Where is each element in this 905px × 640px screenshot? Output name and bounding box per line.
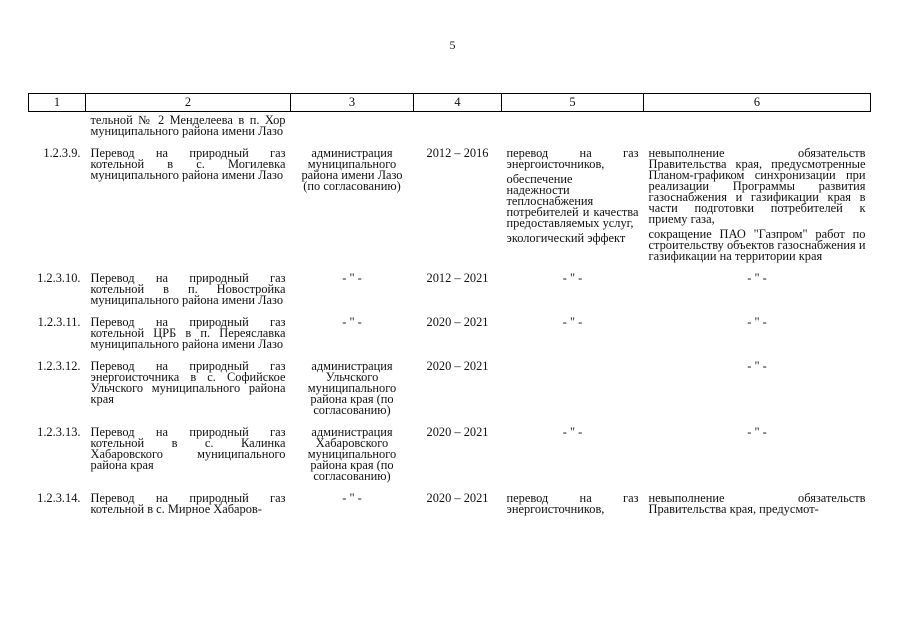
measure-name: Перевод на природный газ котельной в с. Могилевка муниципального района имени Лазо: [90, 146, 286, 182]
header-col-1: 1: [29, 94, 86, 112]
program-measures-table: [28, 93, 871, 526]
page-number: 5: [449, 38, 456, 52]
table-row: [29, 427, 871, 493]
measure-risks: [644, 148, 871, 273]
table-body: [29, 112, 871, 527]
measure-risks: [644, 273, 871, 317]
measure-term: 2020 – 2021: [426, 425, 489, 439]
measure-term: 2020 – 2021: [426, 491, 489, 505]
measure-term: [414, 112, 502, 149]
result-item: перевод на газ энергоисточников,: [506, 146, 639, 171]
result-item: перевод на газ энергоисточников,: [506, 491, 639, 516]
measure-risks: [644, 317, 871, 361]
measure-executor: администрация Хабаровского муниципального района края (по согласованию): [307, 425, 397, 483]
measure-name: тельной № 2 Менделеева в п. Хор муниципального района имени Лазо: [90, 113, 286, 138]
measure-risks: [644, 427, 871, 493]
measure-risks: [644, 493, 871, 526]
table-row: [29, 112, 871, 149]
measure-term: 2020 – 2021: [426, 315, 489, 329]
table-row: [29, 148, 871, 273]
risk-item: - " -: [747, 271, 767, 285]
table-row: [29, 273, 871, 317]
result-item: экологический эффект: [506, 231, 626, 245]
table-row: [29, 317, 871, 361]
measure-results: [502, 317, 644, 361]
result-item: - " -: [562, 315, 583, 329]
measure-results: [502, 361, 644, 427]
result-item: - " -: [562, 425, 583, 439]
measure-number: 1.2.3.13.: [37, 425, 81, 439]
measure-name: Перевод на природный газ котельной в с. Мирное Хабаров-: [90, 491, 286, 516]
measure-results: [502, 493, 644, 526]
measure-name: Перевод на природный газ энергоисточника в с. Софийское Ульчского муниципального района края: [90, 359, 286, 406]
measure-executor: - " -: [342, 315, 362, 329]
table-row: [29, 493, 871, 526]
risk-item: невыполнение обязательств Правительства края, предусмотренные Планом-графиком синхронизации при реализации Программы развития газоснабжения и газификации края в части подготовки потребителей к приему газа,: [648, 146, 866, 226]
risk-item: сокращение ПАО "Газпром" работ по строительству объектов газоснабжения и газификации на территории края: [648, 227, 866, 263]
measure-number: 1.2.3.10.: [37, 271, 81, 285]
measure-results: [502, 112, 644, 149]
header-col-6: 6: [644, 94, 871, 112]
table-row: [29, 361, 871, 427]
risk-item: невыполнение обязательств Правительства края, предусмот-: [648, 491, 866, 516]
risk-item: - " -: [747, 315, 767, 329]
risk-item: - " -: [747, 425, 767, 439]
measure-executor: администрация Ульчского муниципального района края (по согласованию): [307, 359, 397, 417]
measure-risks: [644, 361, 871, 427]
measure-name: Перевод на природный газ котельной в п. Новостройка муниципального района имени Лазо: [90, 271, 286, 307]
measure-name: Перевод на природный газ котельной ЦРБ в п. Переяславка муниципального района имени Лазо: [90, 315, 286, 351]
measure-term: 2012 – 2021: [426, 271, 489, 285]
measure-executor: [291, 112, 414, 149]
measure-executor: администрация муниципального района имени Лазо (по согласованию): [301, 146, 403, 193]
measure-name: Перевод на природный газ котельной в с. Калинка Хабаровского муниципального района края: [90, 425, 286, 472]
measure-term: 2020 – 2021: [426, 359, 489, 373]
measure-results: [502, 427, 644, 493]
measure-number: 1.2.3.12.: [37, 359, 81, 373]
header-col-4: 4: [414, 94, 502, 112]
risk-item: - " -: [747, 359, 767, 373]
measure-results: [502, 148, 644, 273]
header-col-5: 5: [502, 94, 644, 112]
header-col-2: 2: [86, 94, 291, 112]
result-item: - " -: [562, 271, 583, 285]
result-item: обеспечение надежности теплоснабжения потребителей и качества предоставляемых услуг,: [506, 172, 639, 230]
measure-term: 2012 – 2016: [426, 146, 489, 160]
measure-risks: [644, 112, 871, 149]
measure-number: 1.2.3.9.: [43, 146, 81, 160]
measure-number: [29, 112, 86, 149]
measure-results: [502, 273, 644, 317]
measure-executor: - " -: [342, 271, 362, 285]
measure-number: 1.2.3.14.: [37, 491, 81, 505]
measure-number: 1.2.3.11.: [37, 315, 81, 329]
table-header-row: [29, 94, 871, 112]
header-col-3: 3: [291, 94, 414, 112]
measure-executor: - " -: [342, 491, 362, 505]
